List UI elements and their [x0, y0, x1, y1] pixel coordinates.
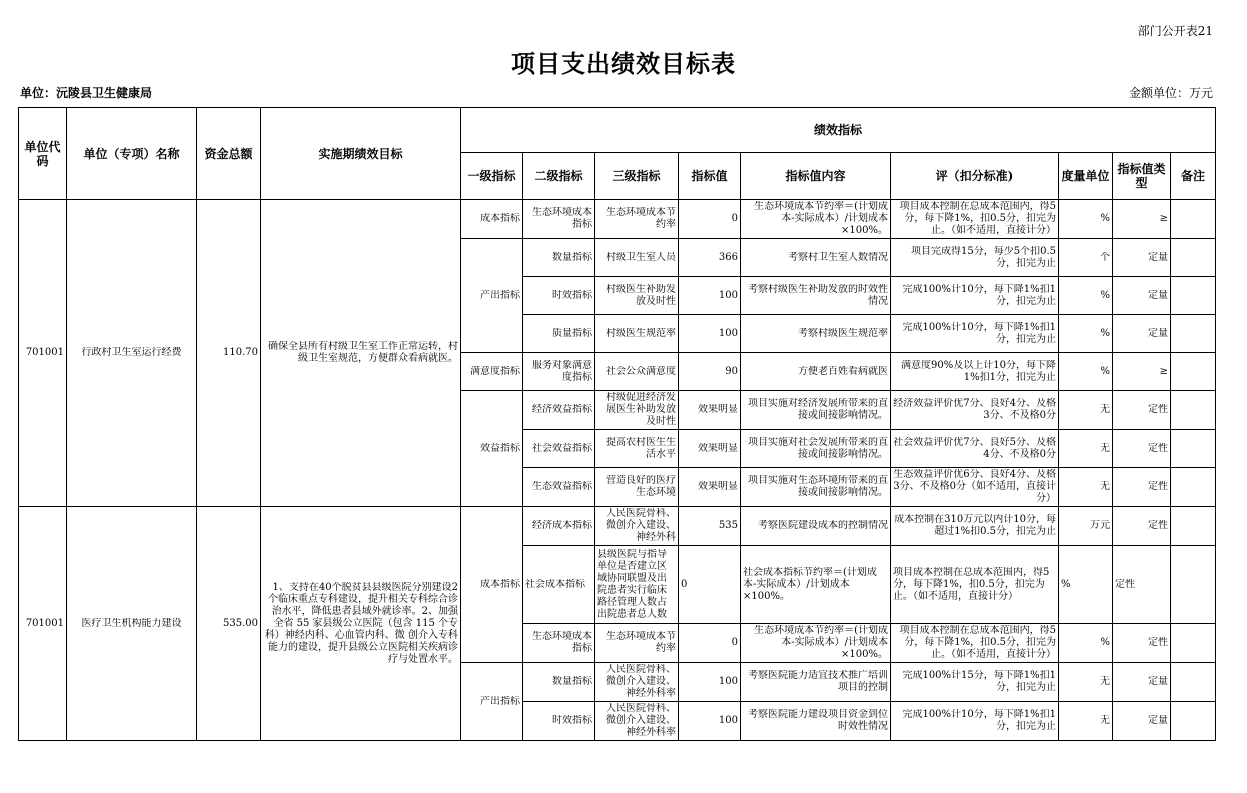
col-measure-unit: 度量单位: [1059, 153, 1113, 200]
remark: [1171, 702, 1216, 741]
remark: [1171, 468, 1216, 507]
indicator-value-text: 100: [718, 327, 738, 339]
performance-goal-text: 1、支持在40个脱贫县县级医院分别建设2个临床重点专科建设，提升相关专科综合诊治水平，降低患者县域外就诊率。2、加强全省 55 家县级公立医院（包含 115 个专科）神经内科、心血管内科、微 创介入专科能力的建设，提升县级公立医院相关疾病诊疗与处置水平。: [264, 581, 458, 665]
value-type-text: 定量: [1148, 327, 1168, 339]
table-row: [19, 507, 1216, 546]
level2-indicator: [523, 239, 595, 277]
level3-indicator: [595, 546, 679, 624]
level3-indicator: [595, 702, 679, 741]
indicator-content-text: 生态环境成本节约率＝(计划成本-实际成本）/计划成本×100%。: [754, 625, 888, 660]
indicator-content: [741, 353, 891, 391]
unit-code: [19, 200, 67, 507]
indicator-value-text: 0: [731, 637, 738, 648]
level3-indicator: [595, 468, 679, 507]
scoring-criteria-text: 项目完成得15分，每少5个扣0.5分，扣完为止: [911, 245, 1056, 269]
value-type-text: 定性: [1148, 637, 1168, 648]
level2-indicator: [523, 277, 595, 315]
level3-indicator: [595, 239, 679, 277]
level1-indicator: [461, 663, 523, 741]
measure-unit-text: %: [1100, 637, 1110, 648]
indicator-value-text: 366: [718, 251, 738, 263]
level3-indicator-text: 生态环境成本节约率: [606, 207, 676, 230]
indicator-content-text: 考察村卫生室人数情况: [788, 251, 888, 263]
indicator-value-text: 100: [718, 715, 738, 726]
scoring-criteria: [891, 239, 1059, 277]
indicator-value-text: 535: [718, 520, 738, 531]
remark: [1171, 315, 1216, 353]
indicator-content-text: 考察医院建设成本的控制情况: [758, 520, 888, 531]
indicator-value: [679, 702, 741, 741]
value-type: [1113, 239, 1171, 277]
measure-unit: [1059, 546, 1113, 624]
page-title: 项目支出绩效目标表: [511, 49, 736, 78]
indicator-value-text: 0: [731, 213, 738, 224]
col-remark: 备注: [1171, 153, 1216, 200]
level1-indicator-text: 产出指标: [480, 289, 520, 301]
unit-code-text: 701001: [25, 617, 64, 629]
indicator-value-text: 100: [718, 289, 738, 301]
measure-unit: [1059, 239, 1113, 277]
col-unit-name: 单位（专项）名称: [67, 108, 197, 200]
level3-indicator-text: 营造良好的医疗生态环境: [606, 475, 676, 498]
level2-indicator-text: 经济效益指标: [532, 404, 592, 415]
measure-unit-text: 无: [1100, 676, 1110, 687]
value-type-text: ≥: [1159, 213, 1168, 224]
indicator-content: [741, 391, 891, 430]
indicator-content: [741, 663, 891, 702]
measure-unit-text: 无: [1100, 481, 1110, 492]
remark: [1171, 391, 1216, 430]
measure-unit: [1059, 353, 1113, 391]
scoring-criteria: [891, 546, 1059, 624]
indicator-value: [679, 391, 741, 430]
indicator-content-text: 项目实施对社会发展所带来的直接或间接影响情况。: [748, 436, 888, 460]
level1-indicator: [461, 239, 523, 353]
unit-name-text: 医疗卫生机构能力建设: [81, 617, 182, 629]
unit-code-text: 701001: [25, 347, 64, 358]
indicator-content: [741, 624, 891, 663]
indicator-value-text: 效果明显: [698, 442, 738, 454]
level3-indicator: [595, 315, 679, 353]
measure-unit-text: %: [1100, 365, 1110, 377]
level2-indicator: [523, 200, 595, 239]
value-type: [1113, 391, 1171, 430]
indicator-content-text: 考察村级医生规范率: [798, 327, 888, 339]
value-type-text: 定性: [1115, 578, 1135, 590]
col-goal: 实施期绩效目标: [261, 108, 461, 200]
level3-indicator-text: 社会公众满意度: [606, 365, 676, 377]
level1-indicator: [461, 391, 523, 507]
col-level3: 三级指标: [595, 153, 679, 200]
total-funds-text: 535.00: [223, 617, 258, 629]
scoring-criteria: [891, 430, 1059, 468]
measure-unit: [1059, 391, 1113, 430]
level2-indicator-text: 时效指标: [552, 289, 592, 301]
scoring-criteria-text: 项目成本控制在总成本范围内，得5分，每下降1%，扣0.5分，扣完为止。（如不适用，直接计分）: [893, 566, 1050, 602]
value-type: [1113, 277, 1171, 315]
value-type-text: 定性: [1148, 481, 1168, 492]
value-type-text: 定性: [1148, 404, 1168, 415]
level1-indicator-text: 成本指标: [480, 213, 520, 224]
level3-indicator: [595, 624, 679, 663]
scoring-criteria-text: 完成100%计10分，每下降1%扣1分，扣完为止: [902, 709, 1056, 732]
measure-unit-text: 无: [1100, 715, 1110, 726]
value-type: [1113, 430, 1171, 468]
measure-unit: [1059, 468, 1113, 507]
scoring-criteria-text: 项目成本控制在总成本范围内，得5分，每下降1%，扣0.5分，扣完为止。（如不适用，直接计分）: [899, 201, 1056, 236]
level3-indicator: [595, 391, 679, 430]
indicator-content-text: 方便老百姓看病就医: [798, 365, 888, 377]
indicator-value-text: 效果明显: [698, 481, 738, 492]
indicator-value: [679, 624, 741, 663]
remark: [1171, 663, 1216, 702]
unit-name: [67, 507, 197, 741]
level2-indicator: [523, 315, 595, 353]
scoring-criteria: [891, 315, 1059, 353]
level3-indicator-text: 人民医院骨科、微创介入建设、神经外科率: [606, 664, 676, 699]
measure-unit-text: %: [1061, 578, 1071, 590]
value-type: [1113, 663, 1171, 702]
level2-indicator-text: 质量指标: [552, 327, 592, 339]
level2-indicator: [523, 702, 595, 741]
indicator-content: [741, 468, 891, 507]
measure-unit: [1059, 702, 1113, 741]
indicator-value: [679, 546, 741, 624]
level2-indicator-text: 生态效益指标: [532, 481, 592, 492]
indicator-value: [679, 507, 741, 546]
indicator-value: [679, 468, 741, 507]
total-funds: [197, 200, 261, 507]
measure-unit-text: %: [1100, 289, 1110, 301]
indicator-value-text: 0: [681, 578, 688, 590]
level1-indicator-text: 满意度指标: [470, 365, 520, 377]
value-type: [1113, 353, 1171, 391]
scoring-criteria-text: 社会效益评价优7分、良好5分、及格4分、不及格0分: [893, 436, 1056, 460]
remark: [1171, 546, 1216, 624]
level3-indicator: [595, 200, 679, 239]
level3-indicator-text: 提高农村医生生活水平: [606, 436, 676, 460]
level1-indicator-text: 成本指标: [480, 578, 520, 590]
indicator-content-text: 考察医院能力建设项目资金到位时效性情况: [748, 709, 888, 732]
value-type-text: 定量: [1148, 251, 1168, 263]
scoring-criteria-text: 满意度90%及以上计10分，每下降1%扣1分，扣完为止: [901, 359, 1056, 383]
indicator-value: [679, 239, 741, 277]
col-level2: 二级指标: [523, 153, 595, 200]
col-level1: 一级指标: [461, 153, 523, 200]
scoring-criteria: [891, 468, 1059, 507]
measure-unit: [1059, 315, 1113, 353]
level1-indicator-text: 产出指标: [480, 695, 520, 707]
scoring-criteria: [891, 353, 1059, 391]
indicator-value: [679, 663, 741, 702]
level2-indicator-text: 生态环境成本指标: [532, 207, 592, 230]
table-body: [19, 200, 1216, 741]
level3-indicator-text: 人民医院骨科、微创介入建设、神经外科: [606, 508, 676, 543]
value-type: [1113, 200, 1171, 239]
value-type: [1113, 468, 1171, 507]
level3-indicator: [595, 663, 679, 702]
measure-unit: [1059, 663, 1113, 702]
table-number: 部门公开表21: [1137, 24, 1213, 38]
level2-indicator: [523, 546, 595, 624]
scoring-criteria: [891, 391, 1059, 430]
indicator-value-text: 效果明显: [698, 404, 738, 415]
measure-unit: [1059, 430, 1113, 468]
indicator-value: [679, 430, 741, 468]
scoring-criteria-text: 成本控制在310万元以内计10分，每超过1%扣0.5分，扣完为止: [894, 514, 1056, 537]
indicator-content: [741, 507, 891, 546]
indicator-value: [679, 315, 741, 353]
remark: [1171, 624, 1216, 663]
remark: [1171, 430, 1216, 468]
scoring-criteria: [891, 277, 1059, 315]
level1-indicator: [461, 200, 523, 239]
scoring-criteria: [891, 507, 1059, 546]
measure-unit: [1059, 200, 1113, 239]
scoring-criteria-text: 完成100%计15分，每下降1%扣1分，扣完为止: [902, 670, 1056, 693]
measure-unit: [1059, 277, 1113, 315]
level2-indicator-text: 数量指标: [552, 676, 592, 687]
total-funds: [197, 507, 261, 741]
col-value-type: 指标值类型: [1113, 153, 1171, 200]
scoring-criteria-text: 完成100%计10分，每下降1%扣1分，扣完为止: [902, 283, 1056, 307]
total-funds-text: 110.70: [223, 347, 258, 358]
measure-unit-text: 万元: [1090, 520, 1110, 531]
level2-indicator: [523, 663, 595, 702]
col-content: 指标值内容: [741, 153, 891, 200]
indicator-content: [741, 702, 891, 741]
scoring-criteria: [891, 200, 1059, 239]
unit-label: 单位：沅陵县卫生健康局: [20, 86, 153, 100]
level3-indicator: [595, 277, 679, 315]
level2-indicator-text: 服务对象满意度指标: [532, 359, 592, 383]
indicator-value-text: 90: [725, 365, 738, 377]
level3-indicator-text: 村级卫生室人员: [606, 251, 676, 263]
value-type-text: 定性: [1148, 520, 1168, 531]
level2-indicator: [523, 468, 595, 507]
col-value: 指标值: [679, 153, 741, 200]
level2-indicator-text: 数量指标: [552, 251, 592, 263]
level3-indicator-text: 村级医生补助发放及时性: [606, 283, 676, 307]
indicator-value-text: 100: [718, 676, 738, 687]
level2-indicator-text: 经济成本指标: [532, 520, 592, 531]
indicator-content: [741, 546, 891, 624]
level2-indicator-text: 生态环境成本指标: [532, 631, 592, 654]
indicator-content-text: 考察村级医生补助发放的时效性情况: [748, 283, 888, 307]
col-perf-group: 绩效指标: [461, 108, 1216, 153]
scoring-criteria: [891, 624, 1059, 663]
value-type-text: 定性: [1148, 442, 1168, 454]
level3-indicator: [595, 430, 679, 468]
scoring-criteria-text: 完成100%计10分，每下降1%扣1分，扣完为止: [902, 321, 1056, 345]
table-row: [19, 200, 1216, 239]
scoring-criteria-text: 项目成本控制在总成本范围内，得5分，每下降1%，扣0.5分，扣完为止。（如不适用，直接计分）: [899, 625, 1056, 660]
col-total-funds: 资金总额: [197, 108, 261, 200]
measure-unit-text: %: [1100, 213, 1110, 224]
indicator-content-text: 考察医院能力适宜技术推广培训项目的控制: [748, 670, 888, 693]
unit-name-text: 行政村卫生室运行经费: [81, 347, 182, 358]
measure-unit-text: 个: [1100, 251, 1110, 263]
scoring-criteria-text: 生态效益评价优6分、良好4分、及格3分、不及格0分（如不适用，直接计分）: [893, 469, 1056, 504]
remark: [1171, 507, 1216, 546]
indicator-content-text: 项目实施对经济发展所带来的直接或间接影响情况。: [748, 398, 888, 421]
level2-indicator: [523, 430, 595, 468]
indicator-value: [679, 353, 741, 391]
indicator-content: [741, 315, 891, 353]
indicator-content-text: 生态环境成本节约率＝(计划成本-实际成本）/计划成本×100%。: [754, 201, 888, 236]
indicator-content-text: 社会成本指标节约率＝(计划成本-实际成本）/计划成本×100%。: [743, 566, 877, 602]
value-type: [1113, 315, 1171, 353]
level3-indicator-text: 村级促进经济发展医生补助发放及时性: [606, 392, 676, 427]
level3-indicator: [595, 507, 679, 546]
level1-indicator: [461, 507, 523, 663]
level2-indicator: [523, 353, 595, 391]
level3-indicator-text: 人民医院骨科、微创介入建设、神经外科率: [606, 703, 676, 738]
remark: [1171, 239, 1216, 277]
level2-indicator-text: 时效指标: [552, 715, 592, 726]
indicator-value: [679, 277, 741, 315]
level2-indicator: [523, 391, 595, 430]
value-type: [1113, 546, 1171, 624]
measure-unit: [1059, 507, 1113, 546]
value-type-text: 定量: [1148, 289, 1168, 301]
level2-indicator: [523, 624, 595, 663]
performance-goal: [261, 200, 461, 507]
level1-indicator: [461, 353, 523, 391]
value-type-text: ≥: [1159, 365, 1168, 377]
col-criteria: 评（扣分标准): [891, 153, 1059, 200]
level3-indicator-text: 县级医院与指导单位是否建立区域协同联盟及出院患者实行临床路径管理人数占出院患者总人数: [597, 548, 667, 620]
indicator-content: [741, 430, 891, 468]
scoring-criteria-text: 经济效益评价优7分、良好4分、及格3分、不及格0分: [893, 398, 1056, 421]
value-type-text: 定量: [1148, 715, 1168, 726]
level3-indicator: [595, 353, 679, 391]
unit-name: [67, 200, 197, 507]
level2-indicator-text: 社会成本指标: [525, 578, 585, 590]
amount-unit-label: 金额单位：万元: [1128, 86, 1213, 100]
indicator-content: [741, 239, 891, 277]
value-type-text: 定量: [1148, 676, 1168, 687]
indicator-content: [741, 200, 891, 239]
value-type: [1113, 624, 1171, 663]
indicator-content-text: 项目实施对生态环境所带来的直接或间接影响情况。: [748, 475, 888, 498]
performance-goal: [261, 507, 461, 741]
value-type: [1113, 507, 1171, 546]
level2-indicator-text: 社会效益指标: [532, 442, 592, 454]
remark: [1171, 200, 1216, 239]
col-unit-code: 单位代码: [19, 108, 67, 200]
performance-table: [18, 107, 1216, 741]
remark: [1171, 353, 1216, 391]
indicator-value: [679, 200, 741, 239]
level1-indicator-text: 效益指标: [480, 442, 520, 454]
measure-unit-text: %: [1100, 327, 1110, 339]
indicator-content: [741, 277, 891, 315]
measure-unit-text: 无: [1100, 442, 1110, 454]
level3-indicator-text: 村级医生规范率: [606, 327, 676, 339]
value-type: [1113, 702, 1171, 741]
performance-goal-text: 确保全县所有村级卫生室工作正常运转，村级卫生室规范，方便群众看病就医。: [268, 341, 458, 364]
measure-unit: [1059, 624, 1113, 663]
remark: [1171, 277, 1216, 315]
level2-indicator: [523, 507, 595, 546]
unit-code: [19, 507, 67, 741]
scoring-criteria: [891, 663, 1059, 702]
scoring-criteria: [891, 702, 1059, 741]
level3-indicator-text: 生态环境成本节约率: [606, 631, 676, 654]
measure-unit-text: 无: [1100, 404, 1110, 415]
